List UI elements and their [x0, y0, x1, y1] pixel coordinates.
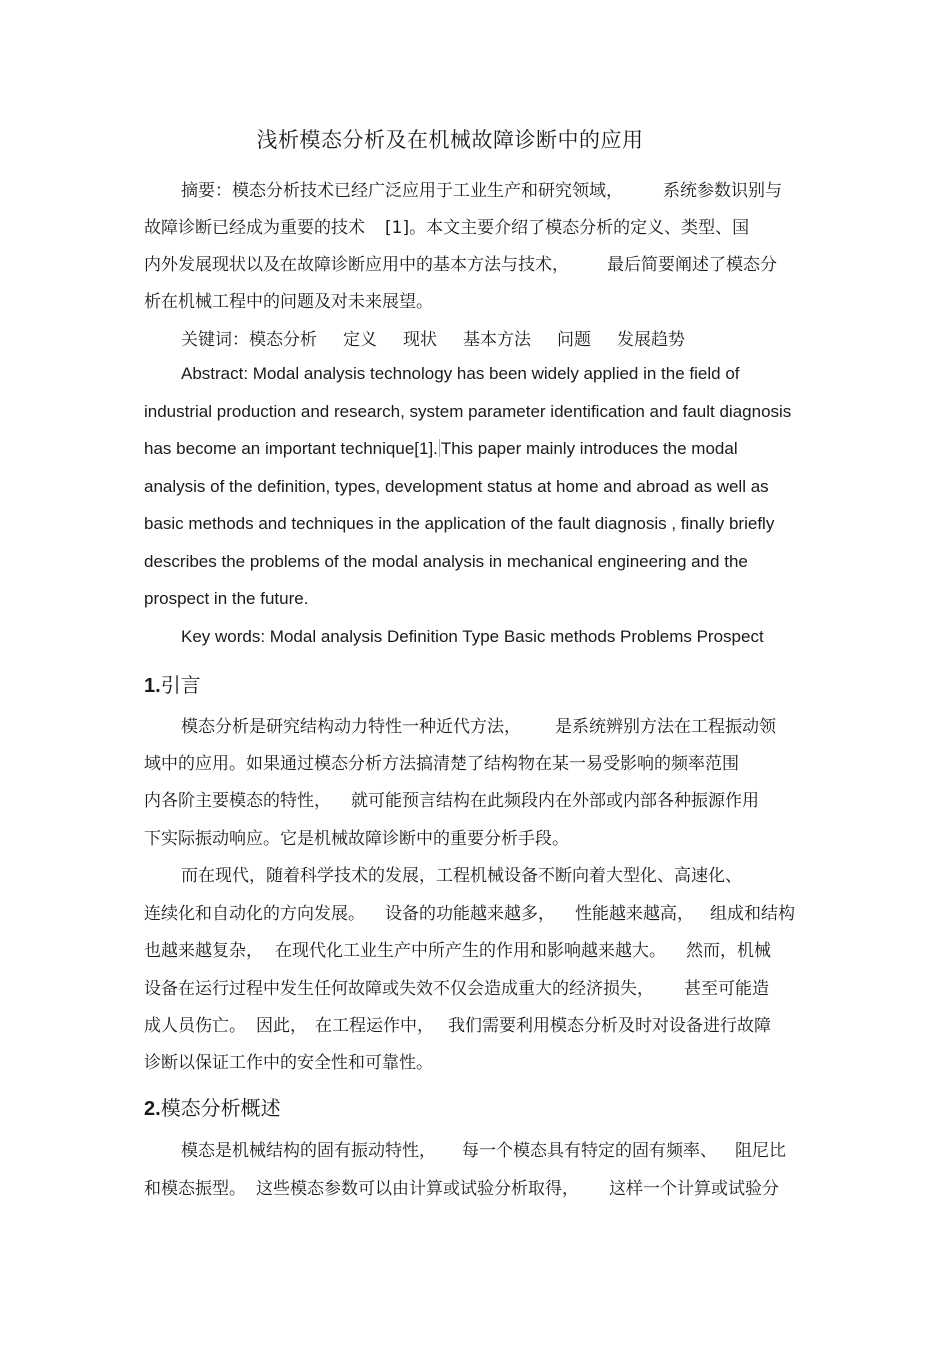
abstract-cn-line-3: 内外发展现状以及在故障诊断应用中的基本方法与技术， 最后简要阐述了模态分: [144, 255, 777, 275]
section-1-p2-line-2: 连续化和自动化的方向发展。 设备的功能越来越多， 性能越来越高， 组成和结构: [144, 904, 795, 924]
abstract-cn-line-1: 摘要：模态分析技术已经广泛应用于工业生产和研究领域， 系统参数识别与: [181, 181, 782, 201]
section-1-p2-line-4: 设备在运行过程中发生任何故障或失效不仅会造成重大的经济损失， 甚至可能造: [144, 979, 769, 999]
abstract-cn-label: 摘要：: [181, 181, 232, 201]
abstract-en-line-2: industrial production and research, system parameter identification and fault diagnosis: [144, 402, 792, 421]
abstract-en-line-3: has become an important technique[1]. This paper mainly introduces the modal: [144, 439, 738, 458]
section-1-p1-line-1: 模态分析是研究结构动力特性一种近代方法， 是系统辨别方法在工程振动领: [181, 717, 776, 737]
section-2-p1-line-1: 模态是机械结构的固有振动特性， 每一个模态具有特定的固有频率、 阻尼比: [181, 1141, 786, 1161]
abstract-en-line-5: basic methods and techniques in the application of the fault diagnosis , finally briefly: [144, 514, 775, 533]
abstract-en-line-4: analysis of the definition, types, development status at home and abroad as well as: [144, 477, 769, 496]
keywords-cn: 关键词：模态分析 定义 现状 基本方法 问题 发展趋势: [181, 330, 685, 350]
section-2-heading: 2.模态分析概述: [144, 1096, 281, 1120]
section-1-heading: 1.引言: [144, 673, 201, 697]
keywords-en: Key words: Modal analysis Definition Type Basic methods Problems Prospect: [181, 627, 764, 646]
abstract-cn-line-2: 故障诊断已经成为重要的技术 [1]。本文主要介绍了模态分析的定义、类型、国: [144, 218, 750, 238]
text-cursor: [439, 439, 440, 457]
section-1-p2-line-6: 诊断以保证工作中的安全性和可靠性。: [144, 1053, 433, 1073]
abstract-en-line-1: Abstract: Modal analysis technology has been widely applied in the field of: [181, 364, 740, 383]
section-1-p2-line-3: 也越来越复杂， 在现代化工业生产中所产生的作用和影响越来越大。 然而，机械: [144, 941, 771, 961]
abstract-cn-line-4: 析在机械工程中的问题及对未来展望。: [144, 292, 433, 312]
abstract-en-line-6: describes the problems of the modal analysis in mechanical engineering and the: [144, 552, 748, 571]
paper-title: 浅析模态分析及在机械故障诊断中的应用: [256, 128, 644, 152]
keywords-cn-label: 关键词：: [181, 330, 249, 350]
section-1-p2-line-1: 而在现代，随着科学技术的发展，工程机械设备不断向着大型化、高速化、: [181, 866, 742, 886]
section-1-p1-line-2: 域中的应用。如果通过模态分析方法搞清楚了结构物在某一易受影响的频率范围: [144, 754, 739, 774]
section-2-p1-line-2: 和模态振型。 这些模态参数可以由计算或试验分析取得， 这样一个计算或试验分: [144, 1179, 779, 1199]
section-1-p1-line-3: 内各阶主要模态的特性， 就可能预言结构在此频段内在外部或内部各种振源作用: [144, 791, 759, 811]
section-1-p2-line-5: 成人员伤亡。 因此， 在工程运作中， 我们需要利用模态分析及时对设备进行故障: [144, 1016, 771, 1036]
section-1-p1-line-4: 下实际振动响应。它是机械故障诊断中的重要分析手段。: [144, 829, 569, 849]
abstract-en-line-7: prospect in the future.: [144, 589, 309, 608]
